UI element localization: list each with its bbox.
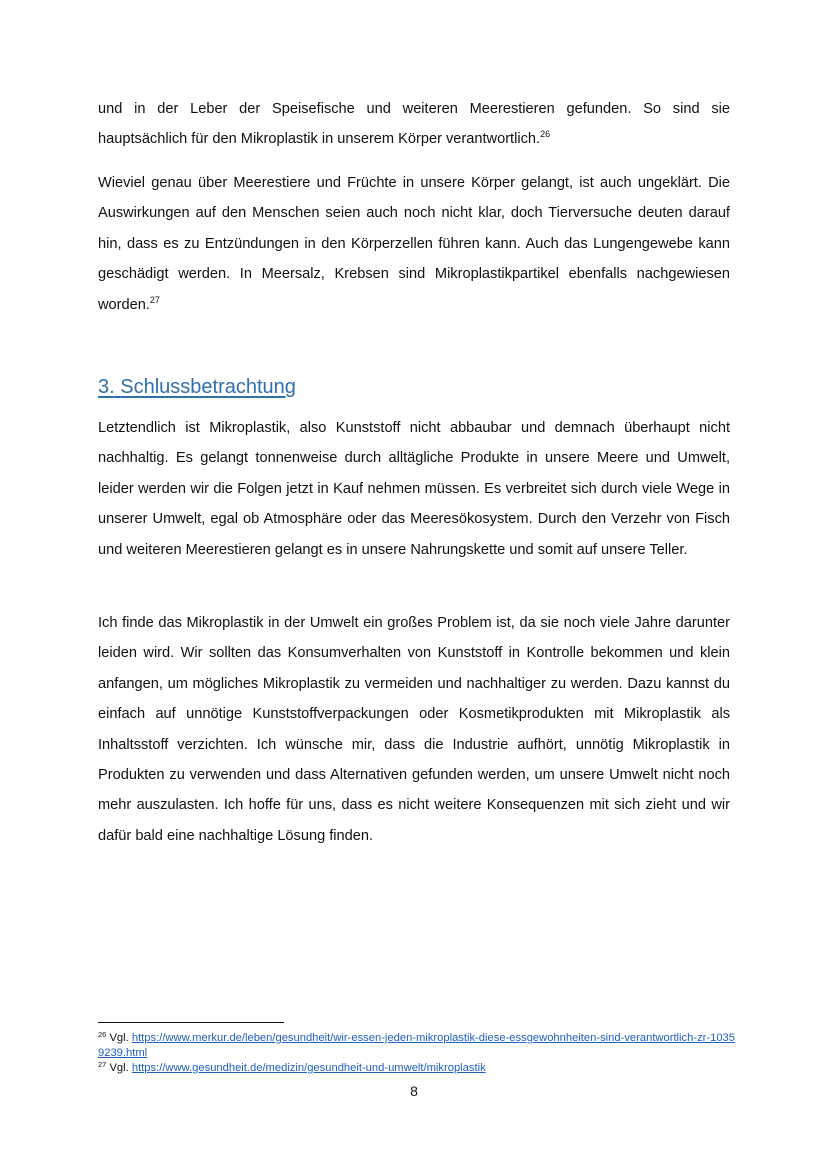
body-paragraph	[98, 168, 730, 320]
section-title: Schlussbetrachtung	[120, 376, 296, 398]
footnote-separator	[98, 1022, 284, 1023]
body-paragraph	[98, 608, 730, 851]
paragraph-text: und in der Leber der Speisefische und weiteren Meerestieren gefunden. So sind sie hauptsächlich für den Mikroplastik in unserem Körper verantwortlich.	[98, 101, 730, 148]
footnote-link[interactable]: https://www.merkur.de/leben/gesundheit/wir-essen-jeden-mikroplastik-diese-essgewohnheiten-sind-verantwortlich-zr-10359239.html	[98, 1032, 736, 1059]
paragraph-text: Wieviel genau über Meerestiere und Früchte in unsere Körper gelangt, ist auch ungeklärt. Die Auswirkungen auf den Menschen seien auch noch nicht klar, doch Tierversuche deuten darauf hin, dass es zu Entzündungen in den Körperzellen führen kann. Auch das Lungengewebe kann geschädigt werden. In Meersalz, Krebsen sind Mikroplastikpartikel ebenfalls nachgewiesen worden.	[98, 175, 730, 313]
footnote-link[interactable]: https://www.gesundheit.de/medizin/gesundheit-und-umwelt/mikroplastik	[131, 1062, 486, 1074]
body-paragraph	[98, 94, 730, 155]
paragraph-text: Ich finde das Mikroplastik in der Umwelt ein großes Problem ist, da sie noch viele Jahre darunter leiden wird. Wir sollten das Konsumverhalten von Kunststoff in Kontrolle bekommen und klein anfangen, um mögliches Mikroplastik zu vermeiden und nachhaltiger zu werden. Dazu kannst du einfach auf unnötige Kunststoffverpackungen oder Kosmetikprodukten mit Mikroplastik als Inhaltsstoff verzichten. Ich wünsche mir, dass die Industrie aufhört, unnötig Mikroplastik in Produkten zu verwenden und dass Alternativen gefunden werden, um unsere Umwelt nicht noch mehr auszulasten. Ich hoffe für uns, dass es nicht weitere Konsequenzen mit sich zieht und wir dafür bald eine nachhaltige Lösung finden.	[98, 615, 730, 844]
page-number: 8	[410, 1083, 418, 1099]
footnote	[98, 1031, 738, 1061]
footnote-mark: 26	[98, 1030, 107, 1039]
footnote-prefix: Vgl.	[109, 1062, 129, 1074]
footnote-prefix: Vgl.	[109, 1032, 129, 1044]
footnotes	[98, 1031, 738, 1076]
footnote-mark: 27	[98, 1060, 107, 1069]
section-number: 3.	[98, 376, 115, 398]
footnote	[98, 1061, 738, 1076]
footnote-reference[interactable]: 27	[149, 294, 160, 305]
section-heading	[98, 376, 296, 399]
body-paragraph	[98, 413, 730, 565]
footnote-reference[interactable]: 26	[540, 129, 551, 140]
paragraph-text: Letztendlich ist Mikroplastik, also Kunststoff nicht abbaubar und demnach überhaupt nicht nachhaltig. Es gelangt tonnenweise durch alltägliche Produkte in unsere Meere und Umwelt, leider werden wir die Folgen jetzt in Kauf nehmen müssen. Es verbreitet sich durch viele Wege in unserer Umwelt, egal ob Atmosphäre oder das Meeresökosystem. Durch den Verzehr von Fisch und weiteren Meerestieren gelangt es in unsere Nahrungskette und somit auf unsere Teller.	[98, 420, 730, 558]
